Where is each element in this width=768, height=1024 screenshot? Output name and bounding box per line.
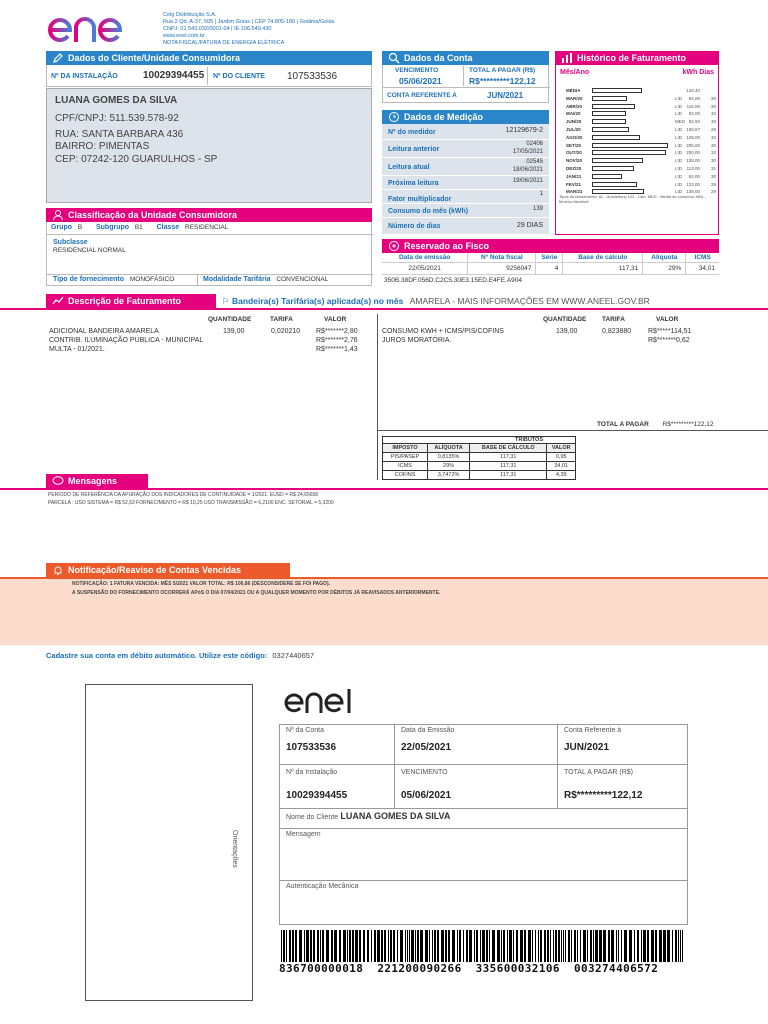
barcode-bar [320,930,321,962]
barcode-bar [326,930,329,962]
barcode-bar [655,930,657,962]
medicao-row: Próxima leitura 19/06/2021 [382,176,549,190]
historico-type: LID [675,158,683,164]
historico-days: 30 [710,173,716,179]
barcode-bar [680,930,681,962]
historico-row [556,126,720,134]
historico-days: 29 [710,189,716,195]
mensagens-header: Mensagens [46,474,148,488]
barcode-bar [374,930,376,962]
notificacao-header: Notificação/Reaviso de Contas Vencidas [46,563,290,577]
historico-bar [592,143,668,148]
historico-month: DEZ/20 [566,166,582,171]
medicao-row: Consumo do mês (kWh) 139 [382,204,549,218]
conta-header: Dados da Conta [382,51,549,65]
barcode-bar [682,930,683,962]
historico-bar [592,135,640,140]
barcode-bar [299,930,302,962]
historico-bar [592,158,643,163]
barcode-bar [587,930,588,962]
tributos-row: ICMS 29% 117,31 34,01 [383,462,576,471]
historico-row [556,118,720,126]
historico-type: LID [675,127,683,132]
historico-kwh: 200,00 [686,150,700,156]
barcode-bar [637,930,639,962]
medicao-row: Número de dias 29 DIAS [388,222,543,230]
barcode-bar [281,930,282,962]
historico-month: SET/20 [566,142,582,148]
barcode-bar [425,930,428,962]
barcode-bar [624,930,627,962]
barcode-bar [397,930,398,962]
historico-row [556,157,720,165]
classificacao-box: Grupo B Subgrupo B1 Classe RESIDENCIAL Subclasse RESIDENCIAL NORMAL Tipo de fornecimento MONOFÁSICO Modalidade Tarifária CONVENCIONAL [46,222,372,286]
notificacao-box: NOTIFICAÇÃO: 1 FATURA VENCIDA: MÊS 5/2021 VALOR TOTAL: R$ 106,86 (DESCONSIDERE SE FOI PAGO). A SUSPENSÃO DO FORNECIMENTO OCORRERÁ APóS O DIA 07/04/2021 OU A QUALQUER MOMENTO POR DÉBITOS JÁ REAVISADOS ANTERIORMENTE. [0,577,768,645]
historico-kwh: 128,00 [686,134,700,140]
historico-chart [556,87,720,211]
cliente-header: Dados do Cliente/Unidade Consumidora [46,51,372,65]
barcode-bar [641,930,642,962]
barcode-bar [304,930,305,962]
barcode-bar [603,930,606,962]
barcode-bar [411,930,414,962]
barcode-bar [643,930,646,962]
barcode-bar [310,930,312,962]
barcode-bar [480,930,481,962]
historico-kwh: 92,50 [688,119,700,125]
historico-days: 29 [710,127,716,132]
enel-logo [46,8,150,44]
historico-bar [592,104,635,109]
barcode-bar [535,930,536,962]
historico-type: LID [675,134,683,140]
historico-bar [592,174,622,179]
barcode-bar [618,930,619,962]
barcode-bar [574,930,576,962]
classificacao-header: Classificação da Unidade Consumidora [46,208,372,222]
historico-type: LID [675,142,683,148]
barcode-bar [317,930,319,962]
barcode-bar [334,930,337,962]
tributos-row: COFINS 3,7472% 117,31 4,39 [383,471,576,480]
fisco-head-row: Data de emissão Nº Nota fiscal Série Base de cálculo Alíquota ICMS [382,253,719,263]
historico-month: MAI/20 [566,111,581,117]
search-icon [388,52,400,64]
barcode-bar [476,930,478,962]
historico-month: MAR/21 [566,189,583,195]
barcode-bar [667,930,670,962]
historico-kwh: 82,00 [688,173,700,179]
medicao-header: Dados de Medição [382,110,549,124]
fisco-header: Reservado ao Fisco [382,239,719,253]
historico-days: 30 [710,142,716,148]
barcode-bar [474,930,475,962]
historico-row [556,134,720,142]
historico-month: JUL/20 [566,127,581,132]
tributos-table: TRIBUTOS IMPOSTO ALÍQUOTA BASE DE CÁLCULO VALOR PIS/PASEP 0,8135% 117,31 0,95 ICMS 29% 117,31 34,01 COFINS 3,7472% 117,31 4,39 [382,436,576,480]
historico-month: NOV/20 [566,158,583,164]
historico-row [556,110,720,118]
barcode-bar [469,930,472,962]
barcode-bar [590,930,592,962]
pencil-icon [52,52,64,64]
medicao-row: Leitura anterior 02406 17/05/2021 [382,140,549,158]
barcode-bar [286,930,287,962]
barcode-bar [568,930,570,962]
historico-days: 30 [710,158,716,164]
barcode-bar [675,930,677,962]
historico-days: 31 [710,166,716,171]
barcode-bar [359,930,361,962]
historico-days: 30 [710,95,716,101]
barcode-bar [292,930,294,962]
barcode-bar [415,930,416,962]
historico-kwh: 122,00 [686,181,700,187]
medicao-box [382,124,549,234]
barcode-bar [437,930,439,962]
barcode-bar [393,930,395,962]
historico-row [556,87,720,95]
barcode-bar [441,930,444,962]
historico-days: 30 [710,103,716,109]
historico-kwh: 139,00 [686,189,700,195]
historico-days: 30 [710,119,716,125]
barcode-bar [313,930,315,962]
barcode-bar [283,930,285,962]
historico-row [556,103,720,111]
bar-chart-icon [561,52,573,64]
barcode-bar [571,930,572,962]
barcode-bar [452,930,455,962]
barcode-bar [420,930,423,962]
historico-bar [592,127,629,132]
barcode-bar [434,930,436,962]
barcode-bar [558,930,560,962]
barcode-bar [381,930,383,962]
barcode-bar [343,930,346,962]
barcode-bar [678,930,679,962]
fisco-value-row: 22/05/2021 9256047 4 117,31 29% 34,01 [382,263,719,275]
stub-table: Nº da Conta 107533536 Data da Emissão 22/05/2021 Conta Referente à JUN/2021 Nº da Instalação 10029394455 VENCIMENTO 05/06/2021 TOTAL A PAGAR (R$) R$*********122,12 Nome do Cliente LUANA GOMES DA SILVA Mensagem Autenticação Mecânica [279,724,688,925]
barcode-bar [459,930,461,962]
historico-row [556,149,720,157]
historico-kwh: 92,00 [688,111,700,117]
historico-type: LID [675,181,683,187]
barcode-bar [289,930,291,962]
barcode-bar [503,930,505,962]
barcode-bar [593,930,594,962]
barcode-bar [547,930,549,962]
barcode-bar [466,930,468,962]
barcode-bar [509,930,512,962]
barcode-bar [563,930,564,962]
historico-box: Mês/Ano kWh Dias MÉDIA 133,40 MAR/20 LID 94,00 30 ABR/20 LID 116,00 30 MAI/20 LID 92,00 32 JUN/20 MED 92,50 30 JUL/20 LID 100,67 29 AGO/20 LID 128,00 32 SET/20 LID 205,00 30 OUT/20 LID 200,00 32 NOV/20 LID 138,00 30 DEZ/20 LID 113,00 31 JAN/21 LID 82,00 30 FEV/21 LID 122,00 29 MAR/21 LID 139,00 29 Tipos de faturamento: AL - Autoleitura; LID - Lido; MED - Média de consumo; MIN - Mínimo faturável [555,65,719,235]
barcode-bar [616,930,617,962]
barcode-bar [405,930,406,962]
historico-kwh: 205,00 [686,142,700,148]
barcode-bar [492,930,495,962]
barcode-bar [595,930,598,962]
barcode-bar [457,930,458,962]
faturamento-right: QUANTIDADE TARIFA VALOR CONSUMO KWH + ICMS/PIS/COFINS 139,00 0,823880 R$*****114,51 JUROS MORATÓRIA. R$*******0,62 [382,316,692,344]
historico-month: ABR/20 [566,103,583,109]
historico-header: Histórico de Faturamento [555,51,719,65]
barcode-bar [400,930,403,962]
barcode-bar [445,930,447,962]
barcode-bar [507,930,508,962]
trend-icon [52,295,64,307]
historico-days: 32 [710,150,716,156]
company-info: Celg Distribuição S.A. Rua 2 Qd. A-37, 505 | Jardim Goias | CEP 74.805-180 | Goiânia/Goiás CNPJ: 01.543.032/0001-04 | IE 106.549.430 www.enel.com.br NOTA FISCAL/FATURA DE ENERGIA ELÉTRICA [163,12,335,46]
flag-icon: ⚐ [222,296,230,306]
orientacoes-box [85,684,253,1001]
barcode-bar [347,930,348,962]
historico-days: 29 [710,181,716,187]
barcode-bar [432,930,433,962]
historico-kwh: 94,00 [688,95,700,101]
historico-type: LID [675,95,683,101]
faturamento-left: QUANTIDADE TARIFA VALOR ADICIONAL BANDEIRA AMARELA 139,00 0,020210 R$*******2,80 CONTRIB. ILUMINAÇÃO PÚBLICA - MUNICIPAL R$*******2,76 MULTA - 01/2021. R$*******1,43 [49,316,358,353]
faturamento-header: Descrição de Faturamento [46,294,216,308]
barcode-bar [621,930,622,962]
historico-bar [592,119,626,124]
historico-month: JUN/20 [566,119,582,125]
barcode-bar [407,930,408,962]
conta-box: VENCIMENTO 05/06/2021 TOTAL A PAGAR (R$) R$*********122,12 CONTA REFERENTE A JUN/2021 [382,65,549,103]
historico-month: MAR/20 [566,95,583,101]
barcode-bar [565,930,566,962]
barcode-bar [388,930,389,962]
barcode-bar [532,930,533,962]
barcode-bar [553,930,554,962]
barcode-bar [363,930,365,962]
barcode-bar [409,930,410,962]
historico-bar [592,111,626,116]
barcode-bar [501,930,502,962]
barcode-bar [583,930,586,962]
barcode-bar [339,930,341,962]
barcode-bar [377,930,380,962]
barcode-bars [279,930,688,962]
barcode-bar [322,930,324,962]
historico-row [556,95,720,103]
historico-days: 32 [710,134,716,140]
historico-bar [592,166,634,171]
barcode-bar [629,930,632,962]
barcode-bar [371,930,372,962]
historico-type: LID [675,166,683,171]
historico-type: LID [675,111,683,117]
historico-bar [592,182,637,187]
barcode-bar [608,930,610,962]
historico-kwh: 100,67 [686,127,700,132]
barcode-bar [486,930,488,962]
historico-bar [592,96,627,101]
barcode-bar [580,930,581,962]
barcode-bar [524,930,526,962]
barcode-bar [513,930,514,962]
tributos-row: PIS/PASEP 0,8135% 117,31 0,95 [383,453,576,462]
stub-logo [283,685,363,715]
historico-month: AGO/20 [566,134,583,140]
cliente-address-box: LUANA GOMES DA SILVA CPF/CNPJ: 511.539.578-92 RUA: SANTA BARBARA 436 BAIRRO: PIMENTAS CEP: 07242-120 GUARULHOS - SP [46,88,372,203]
barcode-bar [331,930,333,962]
historico-row [556,165,720,173]
barcode-bar [651,930,654,962]
fisco-table [382,253,719,275]
barcode-bar [352,930,354,962]
barcode-bar [611,930,614,962]
barcode-bar [489,930,490,962]
cliente-id-row: Nº DA INSTALAÇÃO 10029394455 Nº DO CLIENTE 107533536 [46,65,372,87]
bell-icon [52,564,64,576]
barcode-bar [417,930,419,962]
barcode [279,930,688,962]
barcode-bar [663,930,666,962]
historico-type: LID [675,173,683,179]
historico-month: MÉDIA [566,88,581,93]
barcode-bar [540,930,542,962]
barcode-bar [561,930,562,962]
barcode-bar [516,930,518,962]
historico-month: OUT/20 [566,150,582,156]
bandeira-line: ⚐ Bandeira(s) Tarifária(s) aplicada(s) no mês AMARELA - MAIS INFORMAÇÕES EM WWW.ANEEL.GOV.BR [222,296,650,306]
barcode-bar [463,930,464,962]
barcode-bar [429,930,430,962]
barcode-bar [482,930,485,962]
historico-bar [592,150,666,155]
barcode-bar [355,930,358,962]
barcode-bar [550,930,551,962]
historico-month: FEV/21 [566,181,582,187]
debito-line: Cadastre sua conta em débito automático. Utilize este código: 0327440657 [46,651,315,660]
barcode-bar [448,930,450,962]
document-icon [388,240,400,252]
barcode-bar [384,930,386,962]
barcode-bar [538,930,539,962]
barcode-bar [367,930,369,962]
historico-row [556,142,720,150]
historico-type: LID [675,103,683,109]
barcode-bar [528,930,531,962]
barcode-bar [295,930,297,962]
historico-row [556,181,720,189]
historico-bar [592,88,642,93]
barcode-bar [390,930,392,962]
historico-kwh: 133,40 [686,88,700,93]
clock-icon [388,111,400,123]
total-line: TOTAL A PAGAR R$*********122,12 [597,421,714,428]
barcode-bar [555,930,557,962]
barcode-bar [349,930,351,962]
historico-kwh: 113,00 [686,166,700,171]
historico-kwh: 116,00 [686,103,700,109]
cliente-name: LUANA GOMES DA SILVA [55,95,178,106]
medicao-row: Fator multiplicador 1 [382,190,549,204]
barcode-bar [577,930,578,962]
medicao-row: Leitura atual 02545 18/06/2021 [382,158,549,176]
historico-type: LID [675,189,683,195]
barcode-bar [520,930,523,962]
barcode-bar [672,930,673,962]
barcode-bar [599,930,602,962]
person-icon [52,209,64,221]
barcode-bar [544,930,546,962]
historico-month: JAN/21 [566,173,582,179]
medicao-row: Nº do medidor 12129679-2 [382,124,549,140]
historico-days: 32 [710,111,716,117]
historico-type: LID [675,150,683,156]
barcode-bar [659,930,662,962]
barcode-bar [647,930,649,962]
barcode-bar [634,930,635,962]
historico-kwh: 138,00 [686,158,700,164]
historico-type: MED [675,119,685,125]
message-icon [52,475,64,487]
historico-row [556,173,720,181]
barcode-bar [306,930,309,962]
barcode-bar [497,930,500,962]
